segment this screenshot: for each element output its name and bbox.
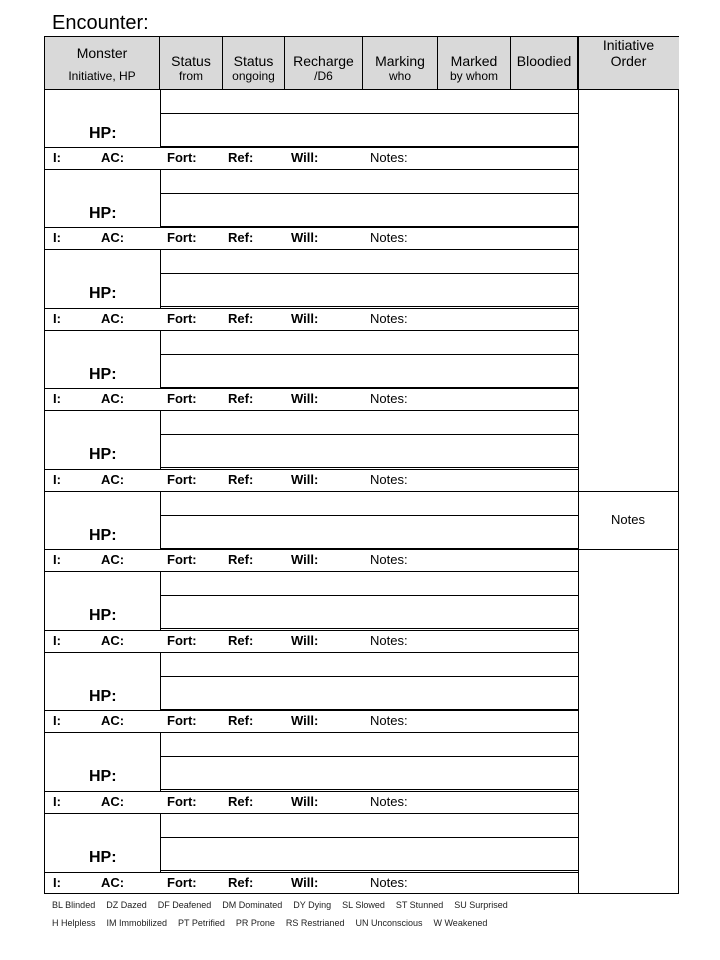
monster-header-subtitle: Initiative, HP: [68, 69, 136, 83]
will-label: Will:: [291, 391, 319, 406]
ac-label: AC:: [101, 875, 125, 890]
legend-line: [52, 900, 519, 910]
notes-label: Notes:: [370, 472, 408, 487]
row-divider: [45, 249, 578, 250]
notes-label: Notes:: [370, 713, 408, 728]
row-vertical-divider: [160, 249, 161, 308]
hp-label: HP:: [89, 285, 117, 302]
row-vertical-divider: [160, 732, 161, 791]
marking-header-title: Marking: [375, 53, 425, 69]
legend-item: W Weakened: [433, 918, 488, 928]
legend-item: PR Prone: [235, 918, 275, 928]
legend-item: PT Petrified: [178, 918, 225, 928]
legend-item: ST Stunned: [395, 900, 444, 910]
legend-item: DY Dying: [293, 900, 332, 910]
entry-line: [160, 273, 578, 274]
right-notes-top-line: [578, 491, 678, 492]
recharge-header-title: Recharge: [293, 53, 354, 69]
entry-line: [160, 113, 578, 114]
row-divider: [45, 491, 578, 492]
hp-label: HP:: [89, 607, 117, 624]
fort-label: Fort:: [167, 875, 197, 890]
fort-label: Fort:: [167, 150, 197, 165]
notes-label: Notes:: [370, 794, 408, 809]
notes-label: Notes:: [370, 875, 408, 890]
legend-item: SU Surprised: [454, 900, 508, 910]
monster-header-title: Monster: [76, 45, 128, 61]
right-notes-bottom-line: [578, 549, 678, 550]
marked-header: [438, 37, 511, 89]
row-divider: [45, 169, 578, 170]
hp-label: HP:: [89, 527, 117, 544]
row-vertical-divider: [160, 571, 161, 630]
legend-item: DZ Dazed: [106, 900, 147, 910]
entry-line: [160, 628, 578, 629]
bloodied-header-title: Bloodied: [516, 53, 572, 69]
encounter-sheet: [44, 36, 679, 894]
stat-line: [45, 710, 578, 711]
initiative-column-divider: [578, 37, 579, 894]
legend-item: H Helpless: [52, 918, 96, 928]
ac-label: AC:: [101, 311, 125, 326]
stat-line: [45, 227, 578, 228]
ref-label: Ref:: [228, 150, 254, 165]
ref-label: Ref:: [228, 552, 254, 567]
stat-line: [45, 388, 578, 389]
marking-header-subtitle: who: [388, 69, 411, 83]
stat-line: [45, 630, 578, 631]
fort-label: Fort:: [167, 230, 197, 245]
legend-item: BL Blinded: [52, 900, 96, 910]
entry-line: [160, 595, 578, 596]
entry-line: [160, 306, 578, 307]
stat-line: [45, 872, 578, 873]
status-from-header-title: Status: [171, 53, 211, 69]
init-label: I:: [53, 794, 61, 809]
ac-label: AC:: [101, 552, 125, 567]
legend-item: DF Deafened: [157, 900, 212, 910]
initiative-order-header-subtitle: Order: [610, 53, 647, 69]
stat-line: [45, 147, 578, 148]
entry-line: [160, 676, 578, 677]
entry-line: [160, 467, 578, 468]
status-from-header: [160, 37, 223, 89]
will-label: Will:: [291, 472, 319, 487]
status-ongoing-header-title: Status: [233, 53, 274, 69]
ac-label: AC:: [101, 633, 125, 648]
entry-line: [160, 789, 578, 790]
ac-label: AC:: [101, 230, 125, 245]
row-divider: [45, 652, 578, 653]
will-label: Will:: [291, 713, 319, 728]
legend-line: [52, 918, 498, 928]
fort-label: Fort:: [167, 552, 197, 567]
legend-item: SL Slowed: [342, 900, 385, 910]
hp-label: HP:: [89, 205, 117, 222]
recharge-header: [285, 37, 363, 89]
notes-label: Notes:: [370, 552, 408, 567]
fort-label: Fort:: [167, 472, 197, 487]
ref-label: Ref:: [228, 230, 254, 245]
ac-label: AC:: [101, 713, 125, 728]
ac-label: AC:: [101, 472, 125, 487]
fort-label: Fort:: [167, 713, 197, 728]
entry-line: [160, 354, 578, 355]
status-ongoing-header: [223, 37, 285, 89]
status-from-header-subtitle: from: [179, 69, 203, 83]
fort-label: Fort:: [167, 311, 197, 326]
legend-item: UN Unconscious: [355, 918, 423, 928]
entry-line: [160, 837, 578, 838]
entry-line: [160, 515, 578, 516]
ref-label: Ref:: [228, 875, 254, 890]
entry-line: [160, 434, 578, 435]
init-label: I:: [53, 311, 61, 326]
row-vertical-divider: [160, 491, 161, 549]
ref-label: Ref:: [228, 472, 254, 487]
init-label: I:: [53, 150, 61, 165]
will-label: Will:: [291, 794, 319, 809]
row-vertical-divider: [160, 813, 161, 872]
row-vertical-divider: [160, 89, 161, 147]
legend-item: RS Restrianed: [285, 918, 345, 928]
stat-line: [45, 549, 578, 550]
hp-label: HP:: [89, 768, 117, 785]
row-divider: [45, 732, 578, 733]
entry-line: [160, 870, 578, 871]
page-title: Encounter:: [52, 12, 149, 34]
hp-label: HP:: [89, 125, 117, 142]
status-ongoing-header-subtitle: ongoing: [232, 69, 275, 83]
notes-label: Notes:: [370, 391, 408, 406]
entry-line: [160, 193, 578, 194]
notes-label: Notes:: [370, 633, 408, 648]
row-vertical-divider: [160, 330, 161, 388]
stat-line: [45, 308, 578, 309]
marking-header: [363, 37, 438, 89]
initiative-order-header-title: Initiative: [602, 37, 655, 53]
marked-header-title: Marked: [450, 53, 498, 69]
notes-label: Notes:: [370, 150, 408, 165]
init-label: I:: [53, 230, 61, 245]
initiative-order-header: [578, 37, 679, 89]
row-divider: [45, 410, 578, 411]
ref-label: Ref:: [228, 713, 254, 728]
init-label: I:: [53, 713, 61, 728]
monster-header: [45, 37, 160, 89]
stat-line: [45, 791, 578, 792]
ref-label: Ref:: [228, 633, 254, 648]
fort-label: Fort:: [167, 794, 197, 809]
ac-label: AC:: [101, 794, 125, 809]
row-vertical-divider: [160, 169, 161, 227]
bloodied-header: [511, 37, 578, 89]
entry-line: [160, 756, 578, 757]
ref-label: Ref:: [228, 311, 254, 326]
legend-item: DM Dominated: [222, 900, 283, 910]
row-divider: [45, 571, 578, 572]
init-label: I:: [53, 391, 61, 406]
row-vertical-divider: [160, 410, 161, 469]
hp-label: HP:: [89, 688, 117, 705]
hp-label: HP:: [89, 849, 117, 866]
notes-label: Notes:: [370, 230, 408, 245]
ref-label: Ref:: [228, 794, 254, 809]
init-label: I:: [53, 552, 61, 567]
will-label: Will:: [291, 875, 319, 890]
right-notes-label: Notes: [611, 512, 645, 527]
will-label: Will:: [291, 150, 319, 165]
ac-label: AC:: [101, 150, 125, 165]
stat-line: [45, 469, 578, 470]
ac-label: AC:: [101, 391, 125, 406]
init-label: I:: [53, 875, 61, 890]
hp-label: HP:: [89, 366, 117, 383]
row-vertical-divider: [160, 652, 161, 710]
will-label: Will:: [291, 311, 319, 326]
ref-label: Ref:: [228, 391, 254, 406]
marked-header-subtitle: by whom: [449, 69, 499, 83]
init-label: I:: [53, 633, 61, 648]
init-label: I:: [53, 472, 61, 487]
recharge-header-subtitle: /D6: [314, 69, 333, 83]
hp-label: HP:: [89, 446, 117, 463]
row-divider: [45, 330, 578, 331]
fort-label: Fort:: [167, 633, 197, 648]
legend-item: IM Immobilized: [106, 918, 168, 928]
header-bottom-line: [45, 89, 678, 90]
will-label: Will:: [291, 230, 319, 245]
will-label: Will:: [291, 552, 319, 567]
row-divider: [45, 813, 578, 814]
fort-label: Fort:: [167, 391, 197, 406]
notes-label: Notes:: [370, 311, 408, 326]
will-label: Will:: [291, 633, 319, 648]
